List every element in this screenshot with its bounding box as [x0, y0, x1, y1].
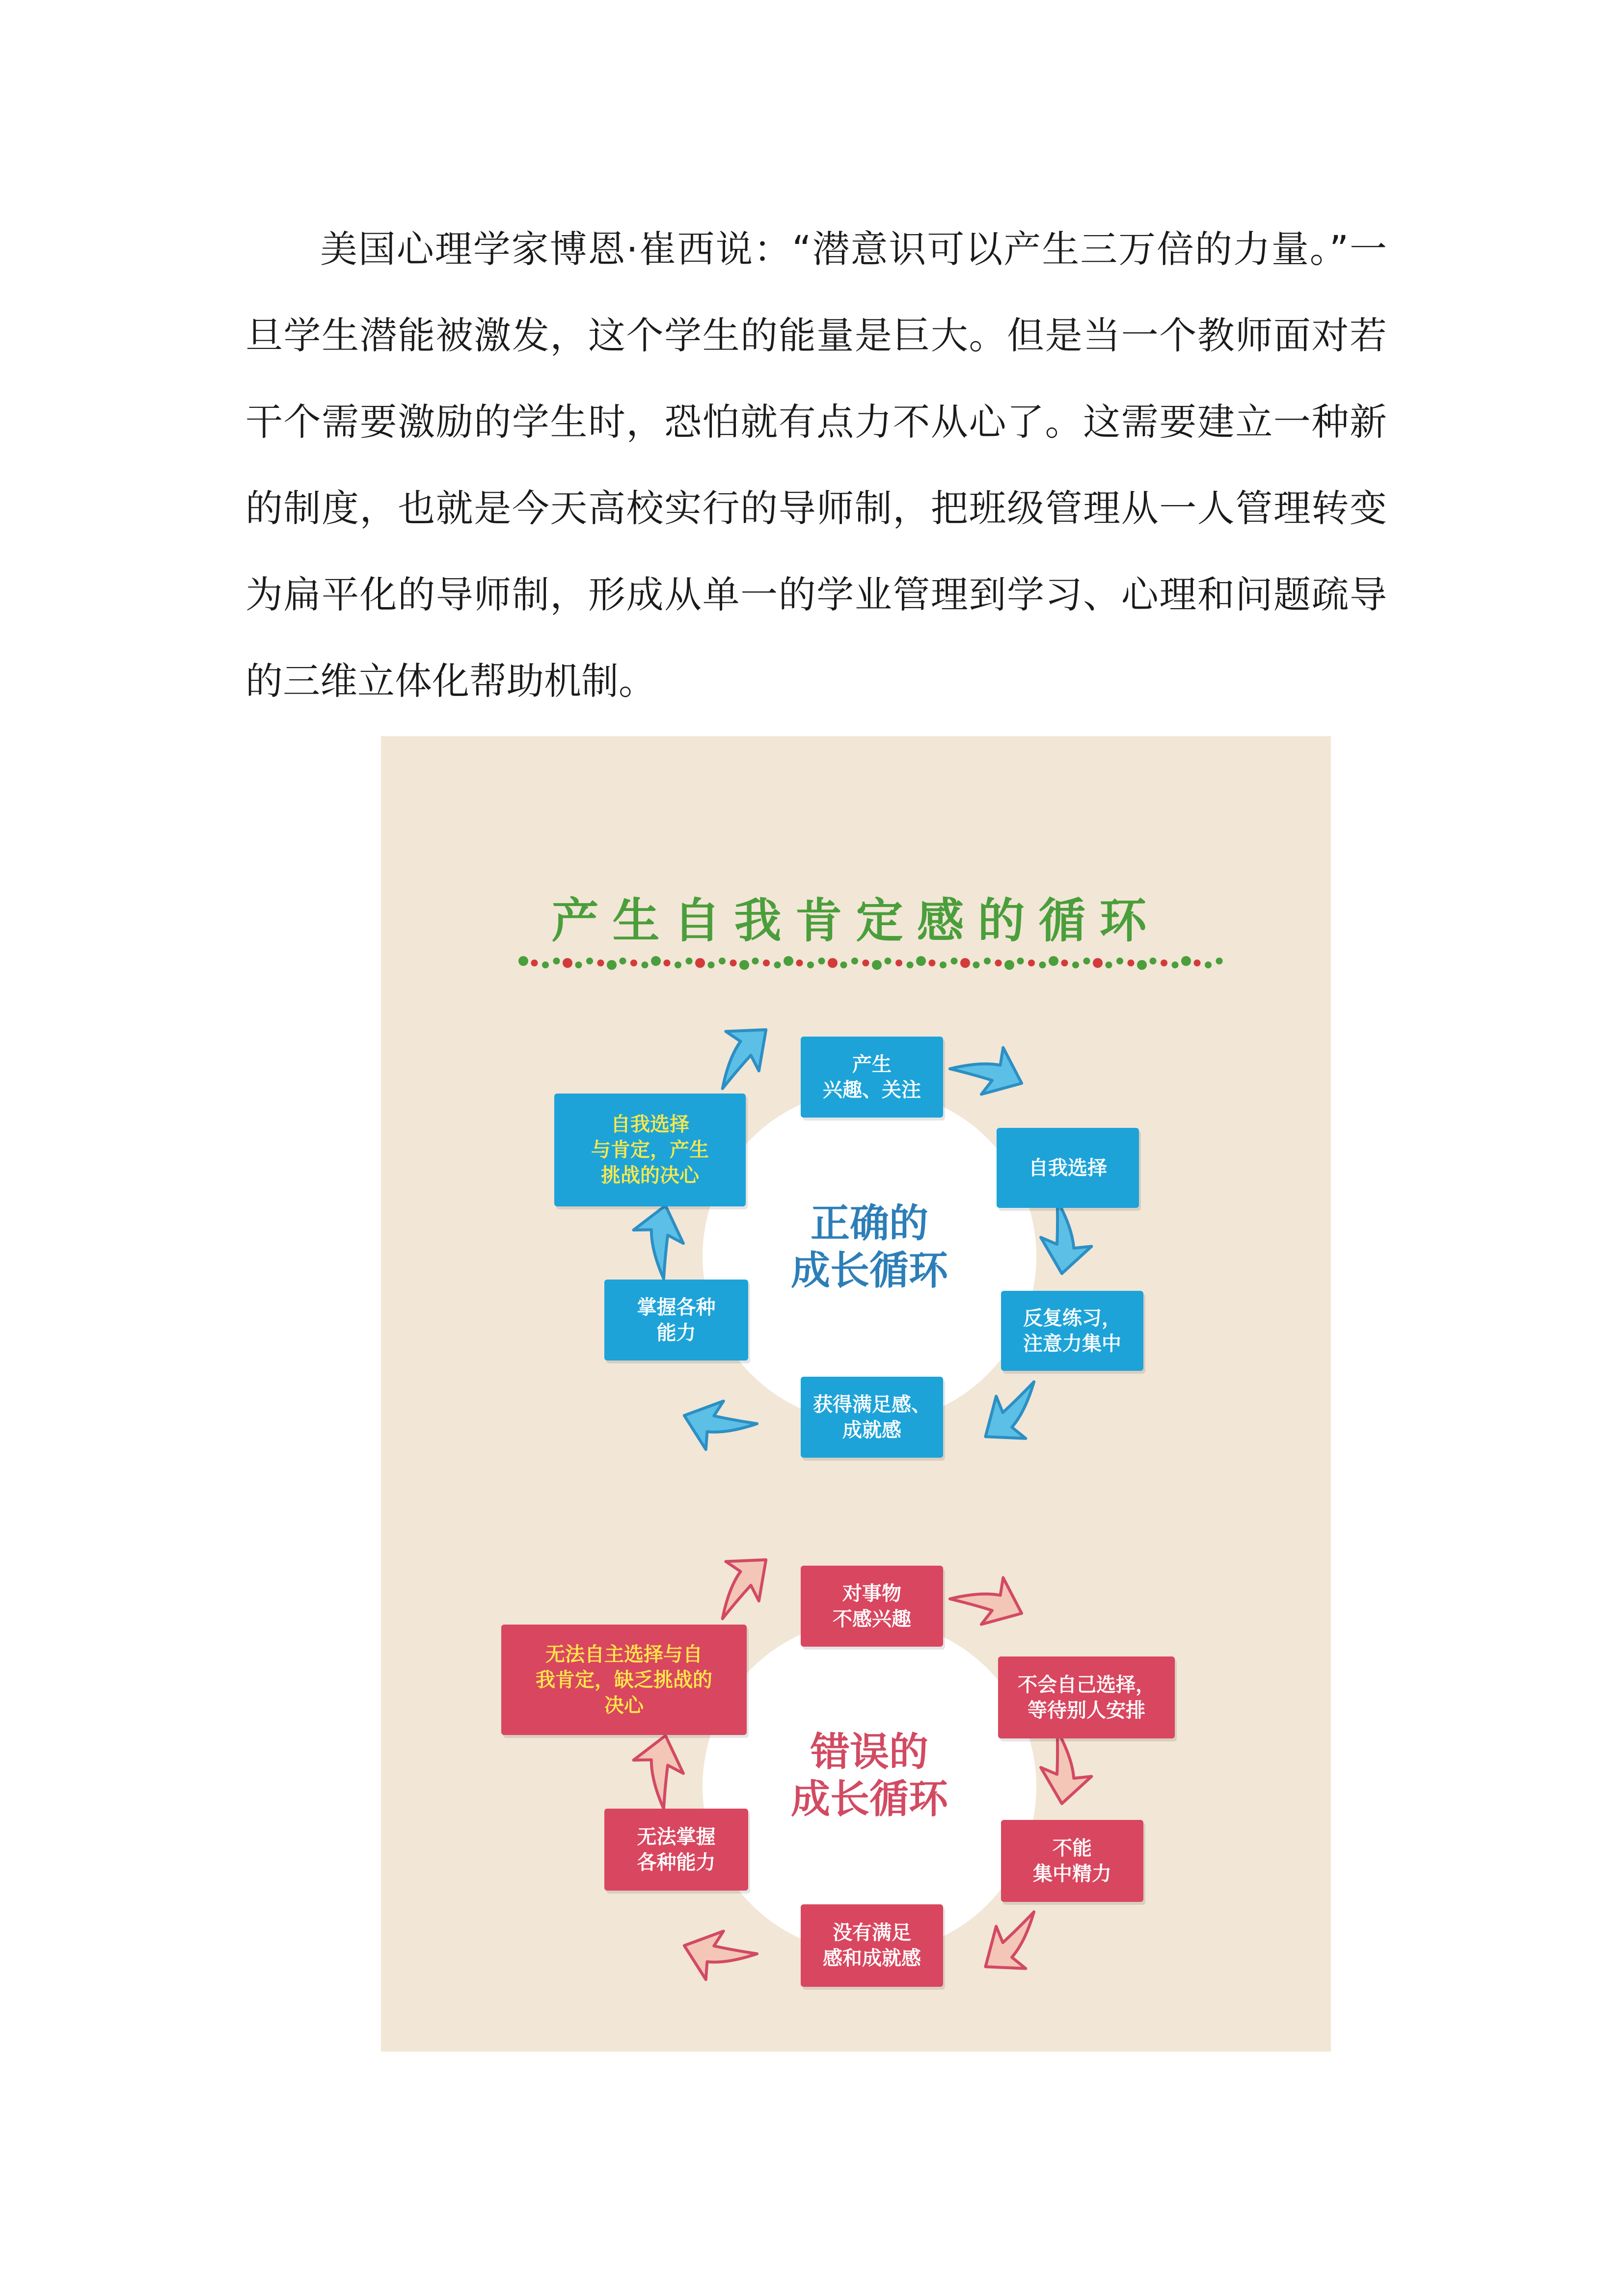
curved-arrow-icon: [623, 1199, 692, 1281]
correct-box-master-abilities-line2: 能力: [656, 1321, 696, 1344]
curved-arrow-icon: [1035, 1199, 1099, 1278]
wrong-cycle-center-line2: 成长循环: [791, 1776, 948, 1822]
wrong-box-no-interest: [801, 1566, 943, 1647]
correct-cycle-center-line1: 正确的: [811, 1201, 928, 1246]
divider-dot: [586, 958, 593, 964]
divider-dot: [630, 960, 637, 966]
curved-arrow-icon: [623, 1729, 692, 1811]
figure-title: 产生自我肯定感的循环: [551, 893, 1161, 948]
divider-dot: [951, 958, 958, 964]
divider-dot: [929, 960, 936, 966]
wrong-box-no-abilities-line1: 无法掌握: [637, 1825, 716, 1848]
curved-arrow-icon: [676, 1920, 760, 1993]
divider-dot: [895, 960, 902, 966]
divider-dot: [1128, 960, 1135, 966]
divider-dot: [818, 958, 825, 964]
correct-box-interest-line2: 兴趣、关注: [823, 1078, 921, 1101]
divider-dot: [739, 960, 749, 970]
body-paragraph: 美国心理学家博恩·崔西说：“潜意识可以产生三万倍的力量。”一旦学生潜能被激发，这个学生的能量是巨大。但是当一个教师面对若干个需要激励的学生时，恐怕就有点力不从心了。这需要建立一种新的制度，也就是今天高校实行的导师制，把班级管理从一人管理转变为扁平化的导师制，形成从单一的学业管理到学习、心理和问题疏导的三维立体化帮助机制。: [245, 227, 1387, 703]
wrong-box-no-focus: [1001, 1820, 1143, 1902]
divider-dot: [575, 961, 582, 968]
divider-dot: [531, 960, 538, 966]
divider-dot: [1061, 960, 1068, 966]
divider-dot: [763, 960, 770, 966]
wrong-box-no-satisfaction: [801, 1904, 943, 1987]
correct-cycle-center-label: [771, 1200, 968, 1294]
divider-dot: [708, 961, 715, 968]
wrong-box-no-interest-line1: 对事物: [842, 1582, 901, 1605]
correct-box-satisfaction: [801, 1377, 943, 1458]
divider-dot: [620, 958, 626, 964]
divider-dot: [973, 961, 980, 968]
curved-arrow-icon: [676, 1390, 760, 1463]
wrong-box-no-determination-line2: 我肯定，缺乏挑战的: [536, 1668, 712, 1691]
correct-box-determination-line2: 与肯定，产生: [591, 1139, 709, 1161]
wrong-box-no-determination: [501, 1625, 747, 1735]
correct-box-satisfaction-line2: 成就感: [842, 1418, 901, 1442]
divider-dot: [984, 958, 991, 964]
curved-arrow-icon: [1035, 1729, 1099, 1808]
wrong-box-no-satisfaction-line1: 没有满足: [833, 1922, 911, 1944]
correct-box-practice: [1001, 1291, 1143, 1371]
divider-dot: [828, 958, 838, 968]
wrong-cycle-center-line1: 错误的: [811, 1729, 928, 1775]
curved-arrow-icon: [946, 1561, 1032, 1638]
curved-arrow-icon: [696, 1011, 784, 1096]
divider-dot: [916, 956, 926, 966]
curved-arrow-icon: [970, 1374, 1058, 1457]
divider-dot: [1161, 960, 1167, 966]
wrong-box-no-focus-line1: 不能: [1053, 1837, 1092, 1860]
correct-cycle-center-line2: 成长循环: [791, 1248, 948, 1293]
wrong-box-wait-arrangement: [998, 1656, 1175, 1738]
divider-dot: [542, 961, 549, 968]
correct-box-master-abilities: [604, 1280, 748, 1361]
divider-dot: [1072, 961, 1079, 968]
wrong-box-no-determination-line1: 无法自主选择与自: [545, 1643, 703, 1666]
divider-dot: [863, 960, 869, 966]
correct-box-interest: [801, 1037, 943, 1118]
correct-box-determination: [554, 1094, 746, 1206]
divider-dot: [752, 958, 759, 964]
correct-box-self-choice-line1: 自我选择: [1029, 1156, 1107, 1179]
wrong-box-no-determination-line3: 决心: [604, 1694, 644, 1717]
correct-box-satisfaction-line1: 获得满足感、: [813, 1393, 931, 1416]
correct-box-practice-line2: 注意力集中: [1023, 1332, 1121, 1355]
divider-dot: [872, 960, 882, 970]
divider-dot: [907, 961, 914, 968]
divider-dot: [1194, 960, 1201, 966]
divider-dot: [719, 958, 726, 964]
divider-dot: [1116, 958, 1123, 964]
correct-box-master-abilities-line1: 掌握各种: [637, 1296, 716, 1319]
divider-dot: [1172, 961, 1179, 968]
divider-dot: [642, 961, 649, 968]
divider-dot: [940, 961, 947, 968]
divider-dot: [1137, 960, 1147, 970]
divider-dot: [1004, 960, 1014, 970]
correct-box-determination-line3: 挑战的决心: [601, 1164, 699, 1187]
wrong-box-no-abilities: [604, 1809, 748, 1891]
divider-dot: [553, 958, 560, 964]
divider-dot: [675, 961, 681, 968]
divider-dot: [1028, 960, 1035, 966]
divider-dot: [796, 960, 803, 966]
divider-dot: [1039, 961, 1046, 968]
divider-dot: [1083, 958, 1090, 964]
divider-dot: [695, 958, 705, 968]
divider-dot: [995, 960, 1002, 966]
wrong-box-wait-arrangement-line2: 等待别人安排: [1028, 1699, 1145, 1722]
divider-dot: [851, 958, 858, 964]
divider-dot: [1049, 956, 1058, 966]
wrong-box-wait-arrangement-line1: 不会自己选择，: [1018, 1673, 1155, 1696]
divider-dot: [774, 961, 781, 968]
divider-dot: [960, 958, 970, 968]
curved-arrow-icon: [970, 1904, 1058, 1987]
wrong-cycle-center-label: [771, 1729, 968, 1823]
divider-dot: [1093, 958, 1103, 968]
wrong-box-no-satisfaction-line2: 感和成就感: [823, 1947, 921, 1970]
divider-dot: [607, 960, 617, 970]
correct-box-determination-line1: 自我选择: [611, 1113, 689, 1136]
divider-dot: [664, 960, 671, 966]
correct-box-interest-line1: 产生: [852, 1053, 892, 1076]
divider-dot: [885, 958, 892, 964]
divider-dot: [1017, 958, 1024, 964]
wrong-box-no-interest-line2: 不感兴趣: [833, 1607, 911, 1630]
divider-dot: [563, 958, 572, 968]
divider-dot: [807, 961, 814, 968]
wrong-box-no-focus-line2: 集中精力: [1033, 1862, 1111, 1885]
divider-dot: [784, 956, 793, 966]
divider-dot: [518, 956, 528, 966]
wrong-box-no-abilities-line2: 各种能力: [637, 1851, 716, 1874]
divider-dot: [1150, 958, 1157, 964]
dotted-divider: [518, 956, 1223, 970]
curved-arrow-icon: [696, 1541, 784, 1627]
curved-arrow-icon: [946, 1031, 1032, 1108]
divider-dot: [597, 960, 604, 966]
self-affirmation-cycle-figure: [381, 736, 1331, 2052]
divider-dot: [730, 960, 737, 966]
divider-dot: [1205, 961, 1212, 968]
divider-dot: [651, 956, 661, 966]
divider-dot: [1181, 956, 1191, 966]
divider-dot: [840, 961, 847, 968]
correct-box-self-choice: [997, 1128, 1139, 1208]
correct-box-practice-line1: 反复练习，: [1023, 1307, 1121, 1330]
divider-dot: [1106, 961, 1112, 968]
divider-dot: [1216, 958, 1223, 964]
divider-dot: [686, 958, 693, 964]
